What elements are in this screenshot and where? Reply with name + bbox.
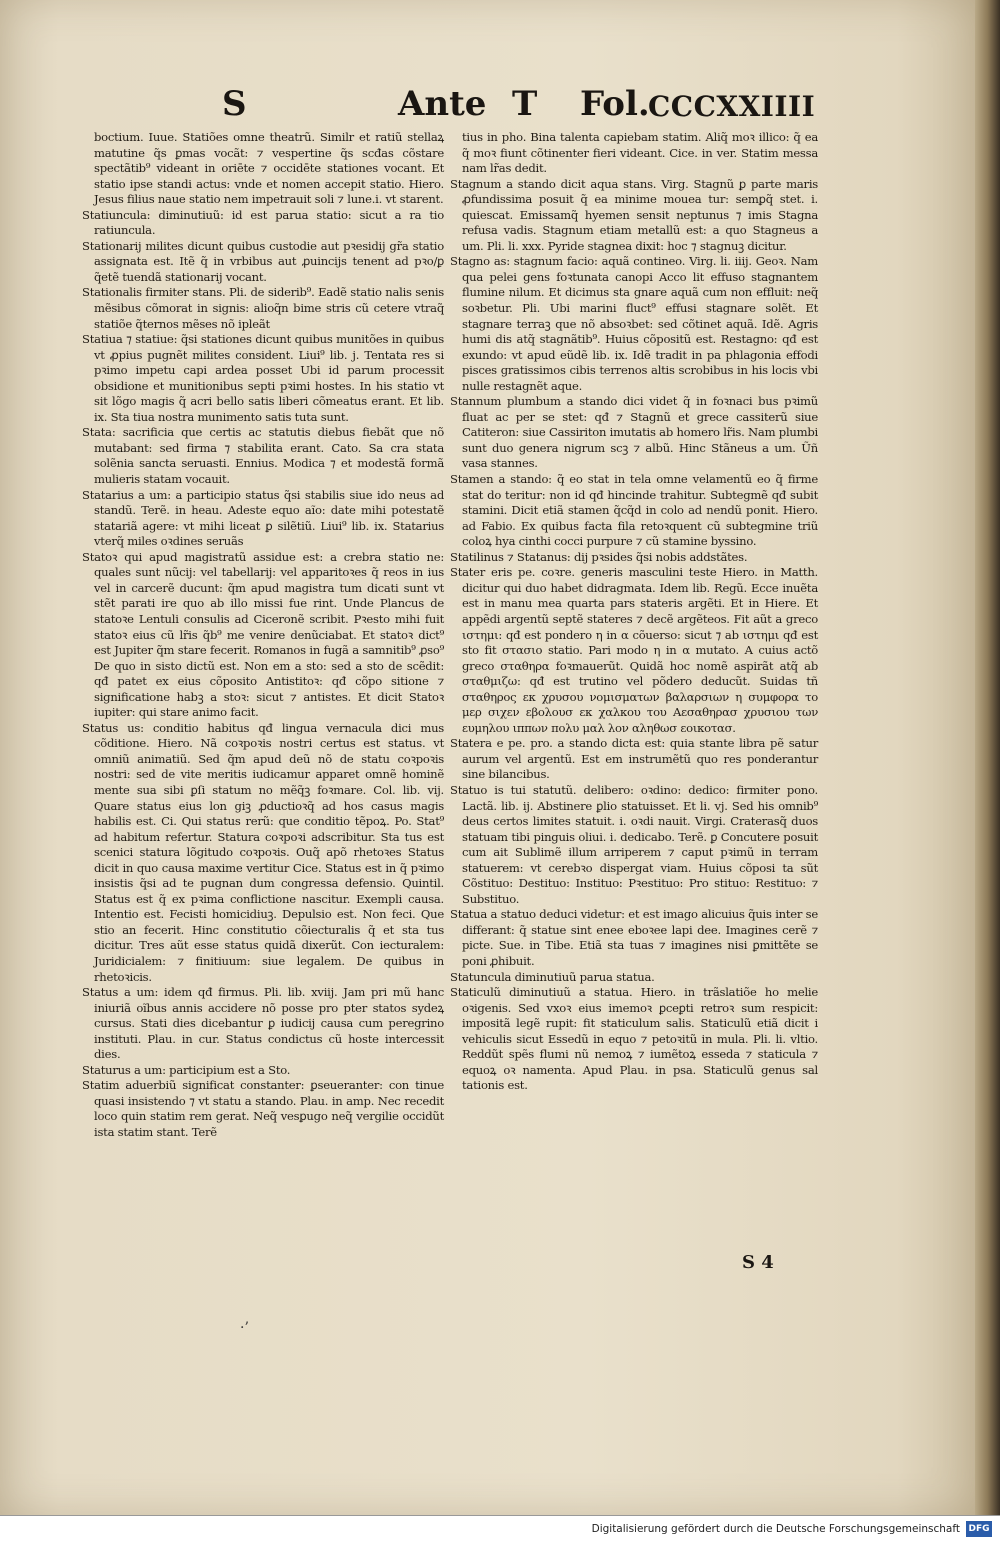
dictionary-entry: Statim aduerbiũ significat constanter: ꝑseueranter: con tinue quasi insistendo ⁊ vt statu a stando. Plau. in amp. Nec recedit loco quin statim rem gerat. Neq̃ vesꝑugo neq̃ vergilie occidũt ista statim stant. Terẽ <box>82 1078 444 1139</box>
header-folio-label: Fol. <box>580 84 650 124</box>
dictionary-entry: Staticulũ diminutiuũ a statua. Hiero. in trãslatiõe ho melie oꝛigenis. Sed vxoꝛ eius imemoꝛ ꝑceꝑti retroꝛ sum respicit: impositã legẽ rupit: fit staticulum salis. Staticulũ etiã dicit i vehiculis sicut Essedũ in equo ⁊ petoꝛitũ in mula. Pli. li. vltio. Reddũt spẽs flumi nũ nemoꝝ ⁊ iumẽtoꝝ esseda ⁊ staticula ⁊ equoꝝ oꝛ namenta. Apud Plau. in psa. Staticulũ genus sal tationis est. <box>450 985 818 1093</box>
right-text-column <box>450 130 818 1094</box>
dictionary-entry: Stamen a stando: q̃ eo stat in tela omne velamentũ eo q̃ firme stat do teritur: non id qđ hincinde trahitur. Subtegmẽ qđ subit stamini. Dicit etiã stamen q̃cq̃d in colo ad nendũ ponit. Hiero. ad Fabio. Ex quibus facta fila retoꝛquent cũ subtegmine triũ coloꝝ hya cinthi cocci purpure ⁊ cũ stamine byssino. <box>450 472 818 549</box>
footer-bar <box>0 1515 1000 1544</box>
header-folio-number: CCCXXIIII <box>648 90 816 123</box>
ink-mark: ·’ <box>240 1320 249 1336</box>
dictionary-entry: Stationalis firmiter stans. Pli. de siderib⁹. Eadẽ statio nalis senis mẽsibus cõmorat in signis: alioq̃n bime stris cũ cetere vtraq̃ statiõe q̃ternos mẽses nõ ipleãt <box>82 285 444 331</box>
header-mid-letter: T <box>512 84 538 124</box>
dictionary-entry: Stater eris pe. coꝛre. generis masculini teste Hiero. in Matth. dicitur qui duo habet didragmata. Idem lib. Regũ. Ecce inuẽta est in manu mea quarta pars stateris argẽti. Et in Hiere. Et appẽdi argentũ septẽ stateres ⁊ decẽ argẽteos. Fit aũt a greco ιστημι: qđ est pondero η in α cõuerso: sicut ⁊ ab ιστημι qđ est sto fit στασιο statio. Pari modo η in α mutato. A cuius actõ greco σταθηρα foꝛmauerũt. Quidã hoc nomẽ aspirãt atq̃ ab σταθμιζω: qđ est trutino vel põdero deducũt. Suidas tñ σταθηρος εκ χρυσου νομισματων βαλαρσιων η συμφορα το μερ σιχεν εβολουσ εκ χαλκου του Αεσαθηρασ χρυσιου των ευμηλου ιππων πολυ μαλ λον αληθωσ εοικοτασ. <box>450 565 818 735</box>
dictionary-entry: Statarius a um: a participio status q̃si stabilis siue ido neus ad standũ. Terẽ. in heau. Adeste equo aĩo: date mihi potestatẽ statariã agere: vt mihi liceat ꝑ silẽtiũ. Liui⁹ lib. ix. Statarius vterq̃ miles oꝛdines seruãs <box>82 487 444 549</box>
funding-credit: Digitalisierung gefördert durch die Deutsche Forschungsgemeinschaft <box>591 1523 960 1535</box>
dictionary-entry: Statera e pe. pro. a stando dicta est: quia stante libra pẽ satur aurum vel argentũ. Est em instrumẽtũ quo res ponderantur sine bilancibus. <box>450 736 818 782</box>
dfg-logo: DFG <box>966 1521 992 1537</box>
left-text-column <box>82 130 444 1141</box>
dictionary-entry: Statua a statuo deduci videtur: et est imago alicuius q̃uis inter se differant: q̃ statue sint enee eboꝛee lapi dee. Imagines cerẽ ⁊ picte. Sue. in Tibe. Etiã sta tuas ⁊ imagines nisi ꝑmittẽte se poni ꝓhibuit. <box>450 907 818 968</box>
dictionary-entry: Status a um: idem qđ firmus. Pli. lib. xviij. Jam pri mũ hanc iniuriã oĩbus annis accidere nõ posse pro pter statos sydeꝝ cursus. Stati dies dicebantur ꝑ iudicij causa cum peregrino instituti. Plau. in cur. Status condictus cũ hoste intercessit dies. <box>82 985 444 1062</box>
book-spine <box>975 0 1000 1515</box>
dictionary-entry: Staturus a um: participium est a Sto. <box>82 1062 291 1077</box>
signature-mark: S 4 <box>742 1252 774 1273</box>
dictionary-entry: Statuncula diminutiuũ parua statua. <box>450 969 655 984</box>
dictionary-entry: Stationarij milites dicunt quibus custodie aut pꝛesidij gr̃a statio assignata est. Itẽ q̃ in vrbibus aut ꝓuincijs tenent ad pꝛo/ꝑ q̃etẽ tuendã stationarij vocant. <box>82 238 444 284</box>
header-section-letter: S <box>222 84 247 124</box>
dictionary-entry: Stagnum a stando dicit aqua stans. Virg. Stagnũ ꝑ parte maris ꝓfundissima posuit q̃ ea minime mouea tur: semꝑq̃ stet. i. quiescat. Emissamq̃ hyemen sensit neptunus ⁊ imis Stagna refusa vadis. Stagnum etiam metallũ est: a quo Stagneus a um. Pli. li. xxx. Pyride stagnea dixit: hoc ⁊ stagnuꝫ dicitur. <box>450 176 818 253</box>
dictionary-entry: Stata: sacrificia que certis ac statutis diebus fiebãt que nõ mutabant: sed firma ⁊ stabilita erant. Cato. Sa cra stata solẽnia sancta seruasti. Ennius. Modica ⁊ et modestã formã mulieris statam vocauit. <box>82 425 444 487</box>
dictionary-entry: boctium. Iuue. Statiões omne theatrũ. Similr et ratiũ stellaꝝ matutine q̃s ꝑmas vocãt: ⁊ vespertine q̃s scđas cõstare spectãtib⁹ videant in oriēte ⁊ occidēte stationes vocant. Et statio ipse standi actus: vnde et nomen accepit statio. Hiero. Jesus filius naue statio nem impetrauit soli ⁊ lune.i. vt starent. <box>94 130 444 207</box>
dictionary-entry: Statoꝛ qui apud magistratũ assidue est: a crebra statio ne: quales sunt nũcij: vel tabellarij: vel apparitoꝛes q̃ reos in ius vel in carcerẽ ducunt: q̃m apud magistra tum dicati sunt vt stẽt parati ire quo ab illo missi fue rint. Unde Plancus de statoꝛe Lentuli consulis ad Ciceronẽ scribit. Pꝛesto mihi fuit statoꝛ eius cũ lr̃is q̃b⁹ me venire denũciabat. Et statoꝛ dict⁹ est Jupiter q̃m stare fecerit. Romanos in fugã a samnitib⁹ ꝓso⁹ De quo in sisto dictũ est. Non em a sto: sed a sto de scẽdit: qđ patet ex eius cõposito Antistitoꝛ: qđ cõpo sitione ⁊ significatione habꝫ a stoꝛ: sicut ⁊ antistes. Et dicit Statoꝛ iupiter: qui stare animo facit. <box>82 549 444 720</box>
dictionary-entry: Statiua ⁊ statiue: q̃si stationes dicunt quibus munitões in quibus vt ꝓpius pugnẽt milites consident. Liui⁹ lib. j. Tentata res si pꝛimo impetu capi ardea posset Ubi id parum processit obsidione et munitionibus septi pꝛimi hostes. In his statio vt sit lõgo magis q̃ acri bello satis liberi cõmeatus erant. Et lib. ix. Sta tiua nostra munimento satis tuta sunt. <box>82 332 444 424</box>
header-word: Ante <box>398 84 487 124</box>
dictionary-entry: Statilinus ⁊ Statanus: dij pꝛsides q̃si nobis addstãtes. <box>450 549 748 564</box>
dictionary-entry: Stannum plumbum a stando dici videt q̃ in foꝛnaci bus pꝛimũ fluat ac per se stet: qđ ⁊ Stagnũ et grece cassiterũ siue Catiteron: siue Cassiriton imutatis ab homero lr̃is. Nam plumbi sunt duo genera nigrum scꝫ ⁊ albũ. Hinc Stãneus a um. Ũñ vasa stannes. <box>450 394 818 471</box>
dictionary-entry: Status us: conditio habitus qđ lingua vernacula dici mus cõditione. Hiero. Nã coꝛpoꝛis nostri certus est status. vt omniũ animatiũ. Sed q̃m apud deũ nõ de statu coꝛpoꝛis nostri: sed de vite meritis iudicamur apparet omnẽ hominẽ mente sua sibi ꝑſi statum no mẽq̃ꝫ foꝛmare. Col. lib. vij. Quare status eius lon giꝫ ꝓductioꝛq̃ ad hos casus magis habilis est. Ci. Qui status rerũ: que conditio tẽpoꝝ. Po. Stat⁹ ad habitum refertur. Statura coꝛpoꝛi adscribitur. Sta tus est scenici statura lõgitudo coꝛpoꝛis. Ouq̃ apõ rhetoꝛes Status dicit in quo causa maxime vertitur Cice. Status est in q̃ pꝛimo insistis q̃si ad te pugnan dum congressa defensio. Quintil. Status est q̃ ex pꝛima conflictione nascitur. Exempli causa. Intentio est. Fecisti homicidiuꝫ. Depulsio est. Non feci. Que stio an fecerit. Hinc constitutio cõiecturalis q̃ et sta tus dicitur. Tres aũt esse status quidã dixerũt. Con iecturalem: Juridicialem: ⁊ finitiuum: siue legalem. De quibus in rhetoꝛicis. <box>82 720 444 984</box>
running-header <box>0 84 975 134</box>
dictionary-entry: Statiuncula: diminutiuũ: id est parua statio: sicut a ra tio ratiuncula. <box>82 207 444 238</box>
dictionary-entry: Stagno as: stagnum facio: aquã contineo. Virg. li. iiij. Geoꝛ. Nam qua pelei gens foꝛtunata canopi Acco lit effuso stagnantem flumine nilum. Et dicimus sta gnare aquã cum non effluit: neq̃ soꝛbetur. Pli. Ubi marini fluct⁹ effusi stagnare solẽt. Et stagnare terraꝫ que nõ absoꝛbet: sed cõtinet aquã. Idẽ. Agris humi dis atq̃ stagnãtib⁹. Huius cõpositũ est. Restagno: qđ est exundo: vt apud eũdẽ lib. ix. Idẽ tradit in pa phlagonia effodi pisces gratissimos cibis terrenos altis scrobibus in his locis vbi nulle restagnẽt aque. <box>450 254 818 393</box>
dictionary-entry: Statuo is tui statutũ. delibero: oꝛdino: dedico: firmiter pono. Lactã. lib. ij. Abstinere ꝑlio statuisset. Et li. vj. Sed his omnib⁹ deus certos limites statuit. i. oꝛdi nauit. Virgi. Craterasq̃ duos statuam tibi pinguis oliui. i. dedicabo. Terẽ. ꝑ Concutere posuit cum ait Sublimẽ illum arriperem ⁊ caput pꝛimũ in terram statuerem: vt cerebꝛo dispergat viam. Huius cõposi ta sũt Cõstituo: Destituo: Instituo: Pꝛestituo: Pro stituo: Restituo: ⁊ Substituo. <box>450 782 818 906</box>
dictionary-entry: tius in pho. Bina talenta capiebam statim. Aliq̃ moꝛ illico: q̃ ea q̃ moꝛ fiunt cõtinenter fieri videant. Cice. in ver. Statim messa nam lr̃as dedit. <box>462 130 818 176</box>
